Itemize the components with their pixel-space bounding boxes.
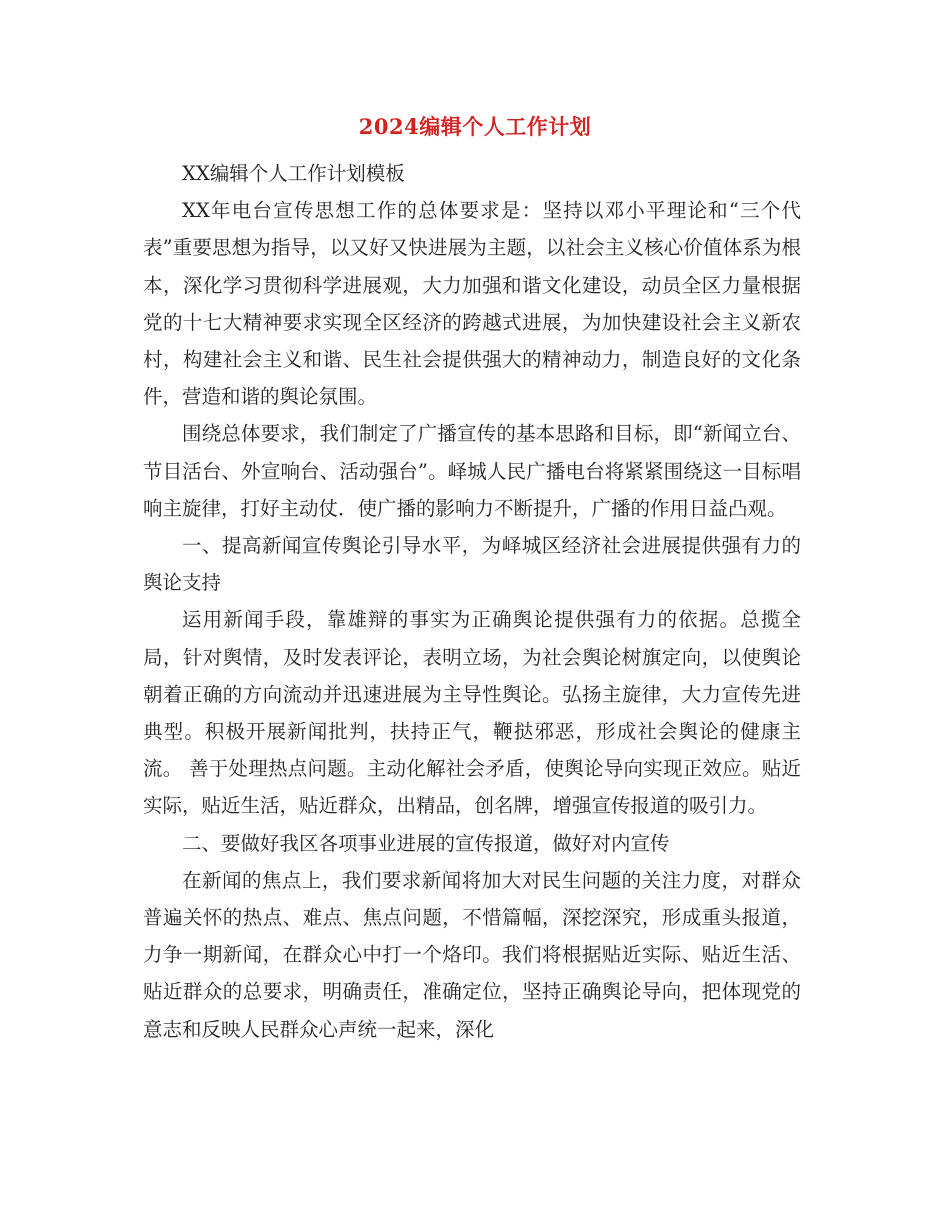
document-title: 2024编辑个人工作计划: [358, 114, 592, 139]
section-heading-one: 一、提高新闻宣传舆论引导水平，为峄城区经济社会进展提供强有力的舆论支持: [143, 534, 801, 595]
paragraph-overall-requirements: XX年电台宣传思想工作的总体要求是：坚持以邓小平理论和“三个代表”重要思想为指导，以又好又快进展为主题，以社会主义核心价值体系为根本，深化学习贯彻科学进展观，大力加强和谐文化建设，动员全区力量根据党的十七大精神要求实现全区经济的跨越式进展，为加快建设社会主义新农村，构建社会主义和谐、民生社会提供强大的精神动力，制造良好的文化条件，营造和谐的舆论氛围。: [143, 199, 801, 409]
paragraph-subtitle: XX编辑个人工作计划模板: [182, 162, 405, 185]
paragraph-news-focus: 在新闻的焦点上，我们要求新闻将加大对民生问题的关注力度，对群众普遍关怀的热点、难点、焦点问题，不惜篇幅，深挖深究，形成重头报道，力争一期新闻，在群众心中打一个烙印。我们将根据贴近实际、贴近生活、贴近群众的总要求，明确责任，准确定位，坚持正确舆论导向，把体现党的意志和反映人民群众心声统一起来，深化: [143, 868, 801, 1041]
document-body: [143, 155, 801, 1048]
paragraph-goals: 围绕总体要求，我们制定了广播宣传的基本思路和目标，即“新闻立台、节目活台、外宣响台、活动强台”。峄城人民广播电台将紧紧围绕这一目标唱响主旋律，打好主动仗．使广播的影响力不断提升，广播的作用日益凸观。: [143, 422, 801, 520]
paragraph-news-methods: 运用新闻手段，靠雄辩的事实为正确舆论提供强有力的依据。总揽全局，针对舆情，及时发表评论，表明立场，为社会舆论树旗定向，以使舆论朝着正确的方向流动并迅速进展为主导性舆论。弘扬主旋律，大力宣传先进典型。积极开展新闻批判，扶持正气，鞭挞邪恶，形成社会舆论的健康主流。 善于处理热点问题。主动化解社会矛盾，使舆论导向实现正效应。贴近实际，贴近生活，贴近群众，出精品，创名牌，增强宣传报道的吸引力。: [143, 608, 801, 818]
section-heading-two: 二、要做好我区各项事业进展的宣传报道，做好对内宣传: [182, 831, 670, 855]
